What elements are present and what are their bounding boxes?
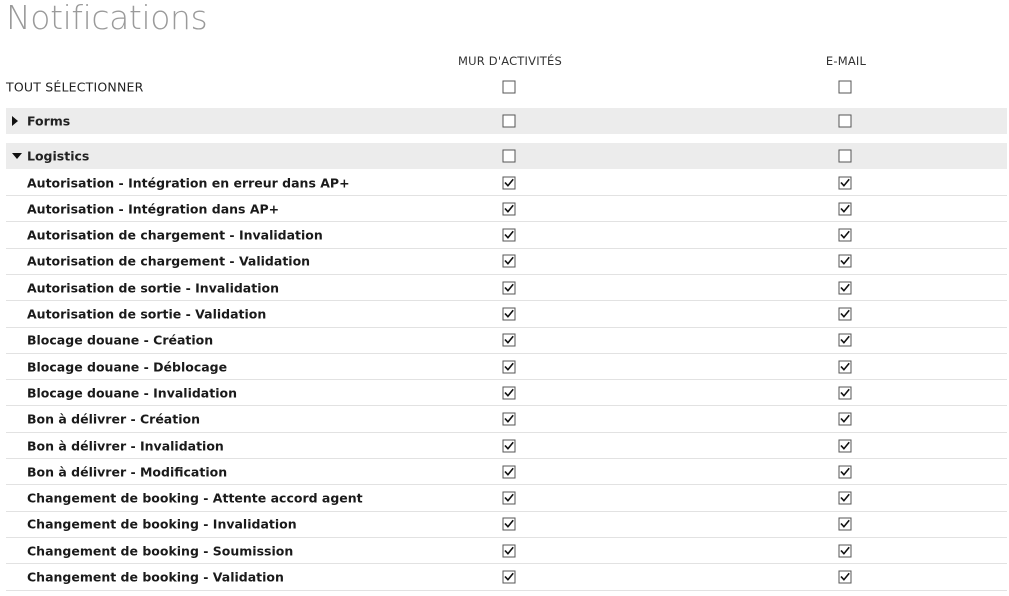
checkmark-icon xyxy=(504,309,515,320)
notification-email-checkbox[interactable] xyxy=(839,229,852,242)
checkmark-icon xyxy=(840,387,851,398)
notification-row xyxy=(6,486,1007,512)
checkmark-icon xyxy=(840,466,851,477)
notification-wall-checkbox[interactable] xyxy=(503,360,516,373)
notification-label: Blocage douane - Déblocage xyxy=(27,359,228,375)
notification-email-checkbox[interactable] xyxy=(839,334,852,347)
checkmark-icon xyxy=(840,414,851,425)
notification-label: Blocage douane - Création xyxy=(27,332,214,348)
checkmark-icon xyxy=(840,230,851,241)
checkmark-icon xyxy=(840,440,851,451)
notification-label: Blocage douane - Invalidation xyxy=(27,385,237,401)
group-row-forms[interactable] xyxy=(6,108,1007,134)
checkmark-icon xyxy=(504,545,515,556)
notification-row xyxy=(6,223,1007,249)
column-header-email: E-MAIL xyxy=(825,54,867,68)
checkmark-icon xyxy=(504,493,515,504)
notification-label: Autorisation de sortie - Validation xyxy=(27,306,267,322)
notification-label: Autorisation de chargement - Invalidation xyxy=(27,227,323,243)
checkmark-icon xyxy=(840,335,851,346)
notification-email-checkbox[interactable] xyxy=(839,465,852,478)
notification-wall-checkbox[interactable] xyxy=(503,202,516,215)
select-all-email-checkbox[interactable] xyxy=(839,81,852,94)
group-email-checkbox[interactable] xyxy=(839,115,852,128)
notification-label: Bon à délivrer - Invalidation xyxy=(27,438,224,453)
checkmark-icon xyxy=(504,440,515,451)
caret-right-icon[interactable] xyxy=(12,116,18,126)
checkmark-icon xyxy=(504,230,515,241)
notification-row xyxy=(6,302,1007,328)
notification-row xyxy=(6,380,1007,406)
notification-email-checkbox[interactable] xyxy=(839,413,852,426)
notification-wall-checkbox[interactable] xyxy=(503,255,516,268)
notification-wall-checkbox[interactable] xyxy=(503,229,516,242)
checkmark-icon xyxy=(840,256,851,267)
notification-wall-checkbox[interactable] xyxy=(503,571,516,584)
checkmark-icon xyxy=(840,309,851,320)
notification-email-checkbox[interactable] xyxy=(839,176,852,189)
notification-wall-checkbox[interactable] xyxy=(503,492,516,505)
checkmark-icon xyxy=(840,282,851,293)
checkmark-icon xyxy=(504,335,515,346)
checkmark-icon xyxy=(840,361,851,372)
notification-email-checkbox[interactable] xyxy=(839,439,852,452)
notification-wall-checkbox[interactable] xyxy=(503,176,516,189)
notification-wall-checkbox[interactable] xyxy=(503,386,516,399)
notification-wall-checkbox[interactable] xyxy=(503,334,516,347)
checkmark-icon xyxy=(840,572,851,583)
notification-label: Autorisation - Intégration en erreur dans AP+ xyxy=(27,175,350,190)
checkmark-icon xyxy=(504,177,515,188)
notification-label: Autorisation de chargement - Validation xyxy=(27,253,311,269)
notification-row xyxy=(6,459,1007,485)
notification-email-checkbox[interactable] xyxy=(839,492,852,505)
notification-email-checkbox[interactable] xyxy=(839,202,852,215)
select-all-row xyxy=(6,77,1007,97)
notification-row xyxy=(6,275,1007,301)
checkmark-icon xyxy=(504,282,515,293)
group-wall-checkbox[interactable] xyxy=(503,150,516,163)
notification-row xyxy=(6,249,1007,275)
group-email-checkbox[interactable] xyxy=(839,150,852,163)
notification-email-checkbox[interactable] xyxy=(839,386,852,399)
notification-wall-checkbox[interactable] xyxy=(503,439,516,452)
notification-label: Autorisation - Intégration dans AP+ xyxy=(27,201,280,217)
notification-label: Bon à délivrer - Création xyxy=(27,411,200,427)
page-title: Notifications xyxy=(6,0,208,37)
notification-label: Autorisation de sortie - Invalidation xyxy=(27,280,279,296)
notification-wall-checkbox[interactable] xyxy=(503,544,516,557)
checkmark-icon xyxy=(504,519,515,530)
notification-row xyxy=(6,354,1007,380)
notification-email-checkbox[interactable] xyxy=(839,518,852,531)
notification-row xyxy=(6,196,1007,222)
notification-label: Changement de booking - Invalidation xyxy=(27,516,297,532)
notification-email-checkbox[interactable] xyxy=(839,255,852,268)
group-row-logistics[interactable] xyxy=(6,143,1007,169)
checkmark-icon xyxy=(840,545,851,556)
notification-row xyxy=(6,433,1007,459)
notification-label: Changement de booking - Validation xyxy=(27,569,284,585)
group-label[interactable]: Logistics xyxy=(27,148,90,164)
checkmark-icon xyxy=(504,203,515,214)
checkmark-icon xyxy=(504,466,515,477)
notification-email-checkbox[interactable] xyxy=(839,360,852,373)
checkmark-icon xyxy=(504,361,515,372)
notification-wall-checkbox[interactable] xyxy=(503,518,516,531)
column-header-wall: MUR D'ACTIVITÉS xyxy=(458,54,562,68)
notification-row xyxy=(6,512,1007,538)
notification-row xyxy=(6,170,1007,196)
select-all-wall-checkbox[interactable] xyxy=(503,81,516,94)
notification-row xyxy=(6,565,1007,591)
checkmark-icon xyxy=(504,572,515,583)
notification-email-checkbox[interactable] xyxy=(839,544,852,557)
caret-down-icon[interactable] xyxy=(12,153,22,159)
checkmark-icon xyxy=(840,203,851,214)
notification-wall-checkbox[interactable] xyxy=(503,281,516,294)
notification-wall-checkbox[interactable] xyxy=(503,413,516,426)
notification-wall-checkbox[interactable] xyxy=(503,308,516,321)
checkmark-icon xyxy=(504,414,515,425)
select-all-label: TOUT SÉLECTIONNER xyxy=(6,79,144,95)
notification-label: Changement de booking - Attente accord agent xyxy=(27,490,363,506)
checkmark-icon xyxy=(840,493,851,504)
notification-label: Bon à délivrer - Modification xyxy=(27,464,228,480)
notification-wall-checkbox[interactable] xyxy=(503,465,516,478)
notification-row xyxy=(6,407,1007,433)
checkmark-icon xyxy=(504,256,515,267)
notification-email-checkbox[interactable] xyxy=(839,571,852,584)
checkmark-icon xyxy=(504,387,515,398)
notification-label: Changement de booking - Soumission xyxy=(27,543,294,559)
notification-email-checkbox[interactable] xyxy=(839,281,852,294)
notification-row xyxy=(6,538,1007,564)
notification-email-checkbox[interactable] xyxy=(839,308,852,321)
notification-row xyxy=(6,328,1007,354)
checkmark-icon xyxy=(840,177,851,188)
checkmark-icon xyxy=(840,519,851,530)
group-wall-checkbox[interactable] xyxy=(503,115,516,128)
group-label[interactable]: Forms xyxy=(27,113,71,129)
